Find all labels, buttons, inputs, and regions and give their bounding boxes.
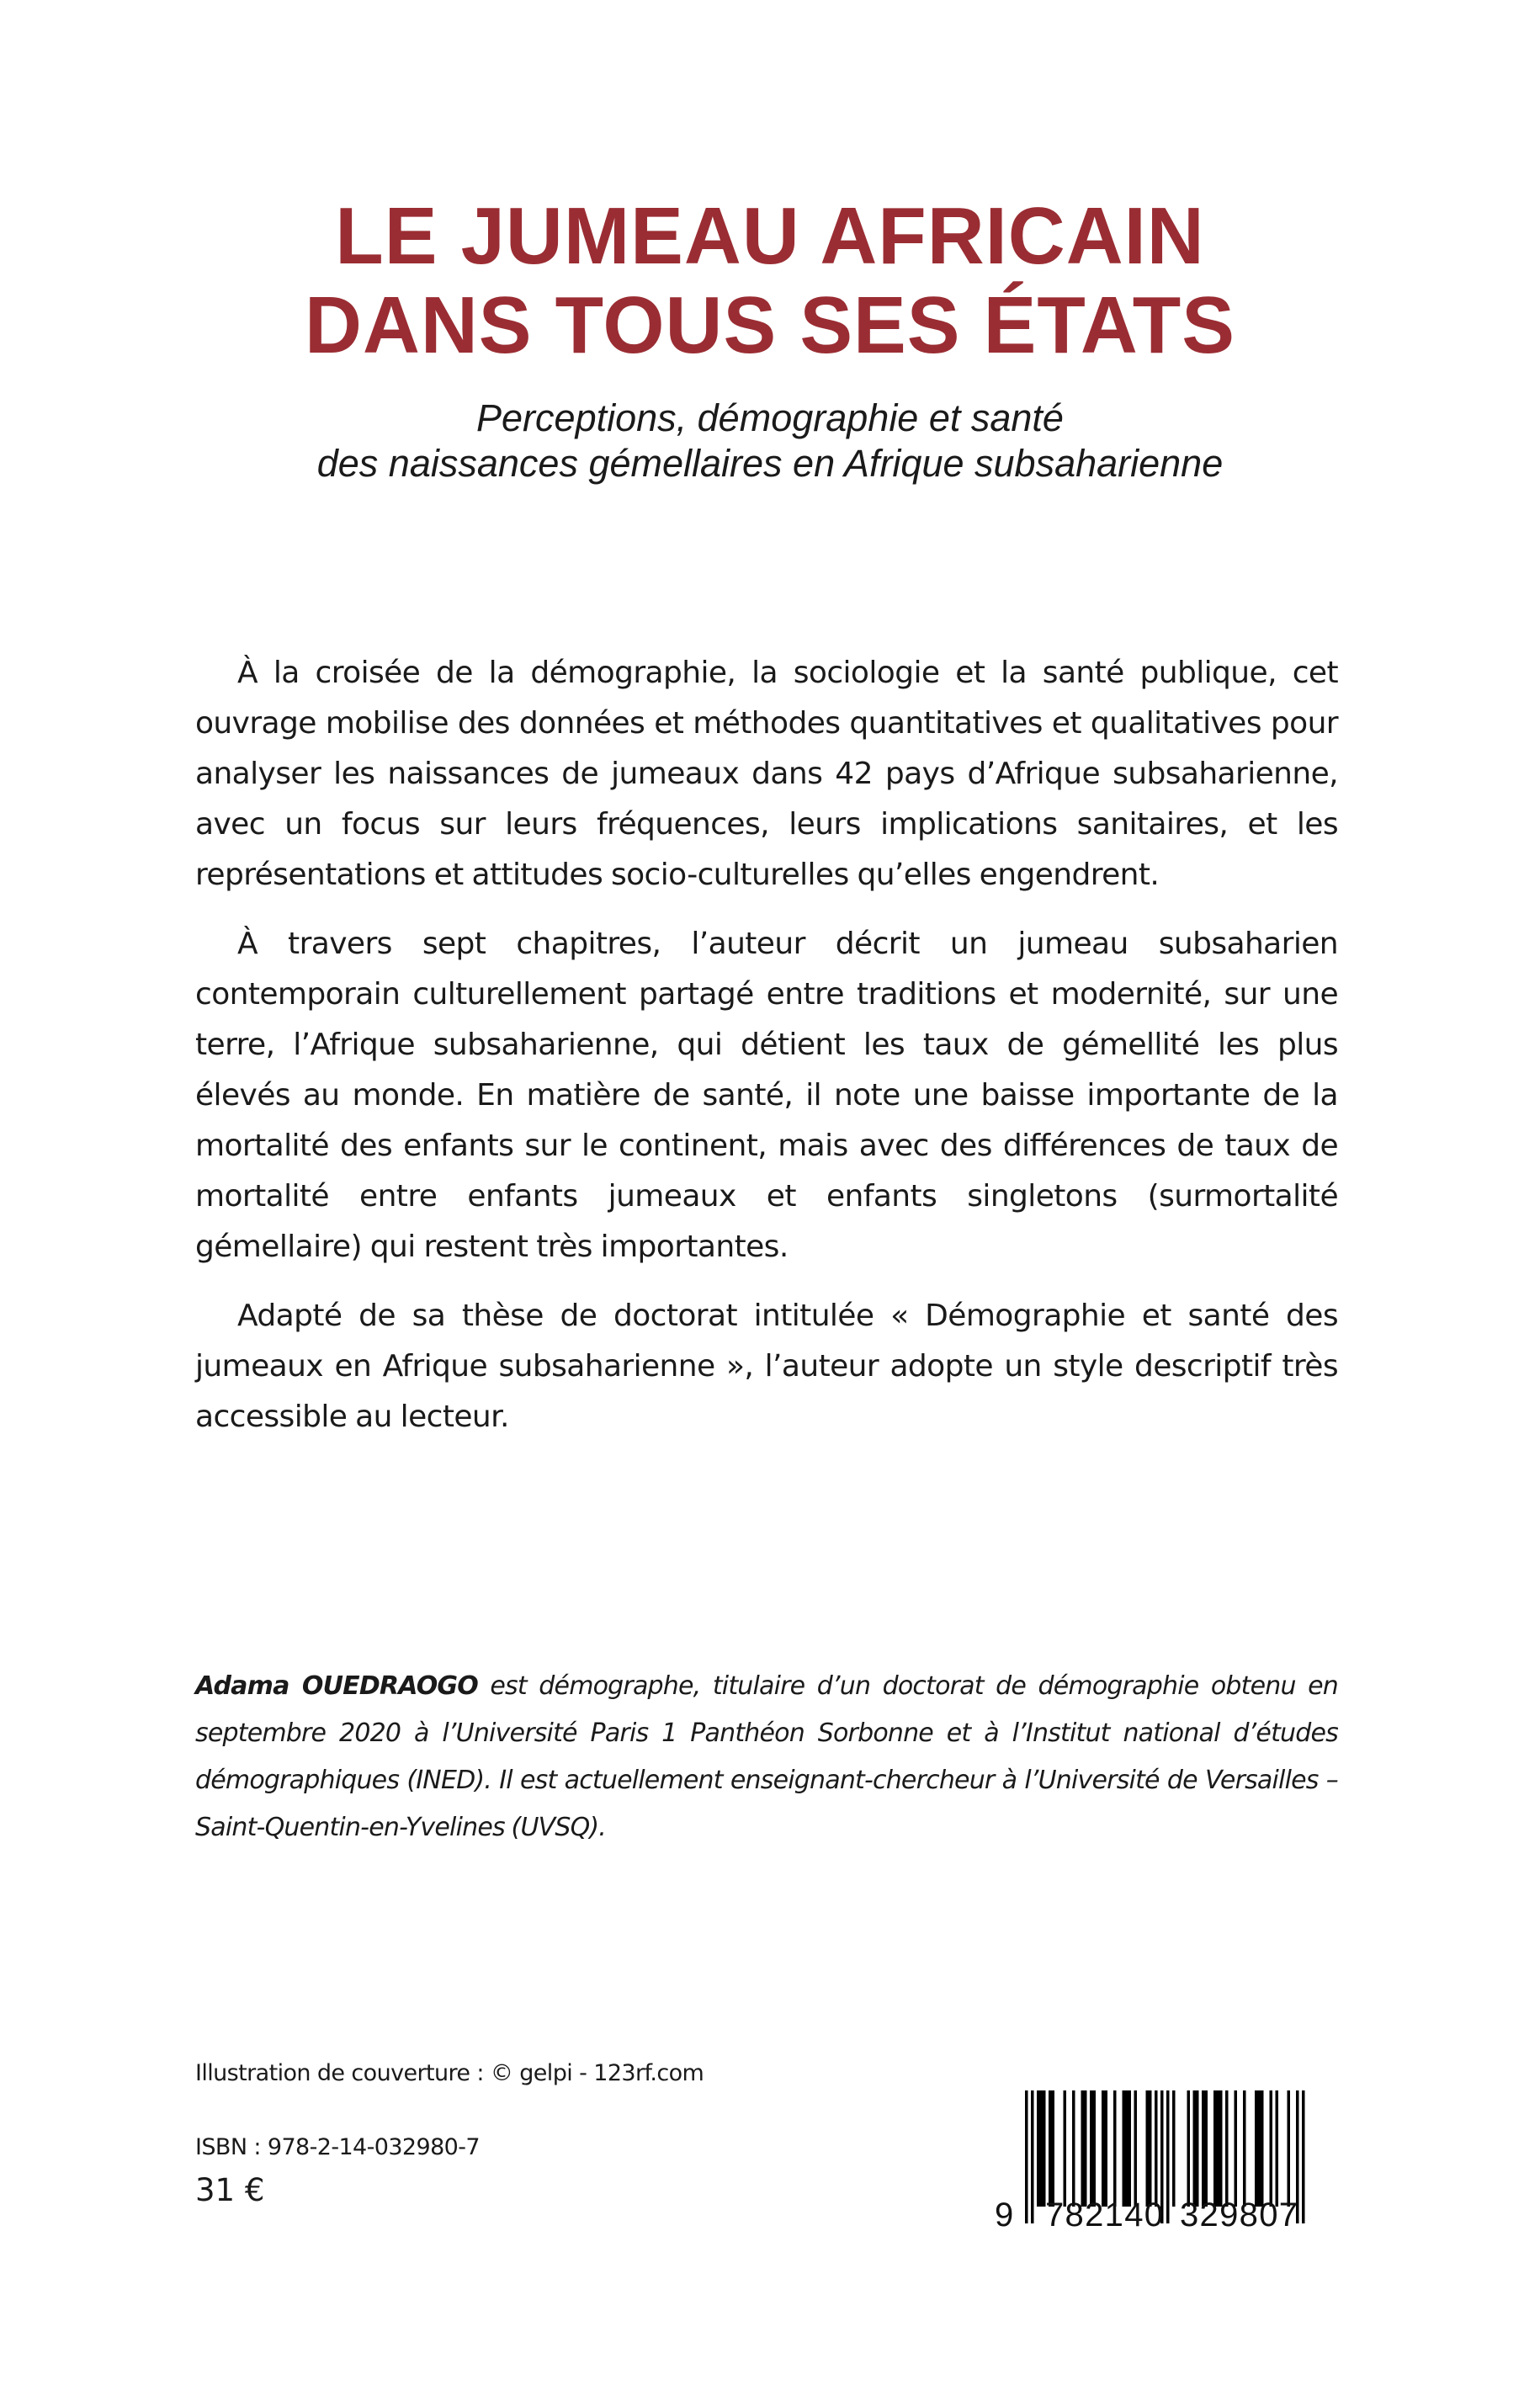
- barcode-first-digit: 9: [995, 2196, 1014, 2230]
- barcode-left-group: 782140: [1045, 2196, 1163, 2230]
- author-bio: [195, 1663, 1338, 1851]
- illustration-credit: Illustration de couverture : © gelpi - 123rf.com: [195, 2060, 704, 2086]
- isbn-label: ISBN : 978-2-14-032980-7: [195, 2134, 480, 2160]
- summary-text: [195, 648, 1338, 1461]
- barcode-right-group: 329807: [1180, 2196, 1298, 2230]
- book-title-line-1: LE JUMEAU AFRICAIN: [335, 191, 1205, 281]
- summary-paragraph-3: Adapté de sa thèse de doctorat intitulée « Démographie et santé des jumeaux en Afrique subsaharienne », l’auteur adopte un style descriptif très accessible au lecteur.: [195, 1299, 1338, 1434]
- book-title-line-2: DANS TOUS SES ÉTATS: [305, 280, 1235, 370]
- barcode-icon: [995, 2087, 1348, 2230]
- author-name: Adama OUEDRAOGO: [195, 1671, 478, 1701]
- author-bio-paragraph: [195, 1663, 1338, 1851]
- book-subtitle: [0, 396, 1540, 486]
- summary-paragraph-2: À travers sept chapitres, l’auteur décrit un jumeau subsaharien contemporain culturellement partagé entre traditions et modernité, sur une terre, l’Afrique subsaharienne, qui détient les taux de gémellité les plus élevés au monde. En matière de santé, il note une baisse importante de la mortalité des enfants sur le continent, mais avec des différences de taux de mortalité entre enfants jumeaux et enfants singletons (surmortalité gémellaire) qui restent très importantes.: [195, 927, 1338, 1264]
- summary-paragraph-1: À la croisée de la démographie, la sociologie et la santé publique, cet ouvrage mobilise des données et méthodes quantitatives et qualitatives pour analyser les naissances de jumeaux dans 42 pays d’Afrique subsaharienne, avec un focus sur leurs fréquences, leurs implications sanitaires, et les représentations et attitudes socio-culturelles qu’elles engendrent.: [195, 656, 1338, 892]
- book-subtitle-line-2: des naissances gémellaires en Afrique subsaharienne: [316, 442, 1224, 485]
- price-label: 31 €: [195, 2172, 265, 2208]
- book-title: [15, 192, 1524, 370]
- isbn-barcode: [995, 2087, 1348, 2230]
- book-subtitle-line-1: Perceptions, démographie et santé: [476, 396, 1064, 439]
- author-bio-text: est démographe, titulaire d’un doctorat de démographie obtenu en septembre 2020 à l’Université Paris 1 Panthéon Sorbonne et à l’Institut national d’études démographiques (INED). Il est actuellement enseignant-chercheur à l’Université de Versailles – Saint-Quentin-en-Yvelines (UVSQ).: [195, 1671, 1338, 1842]
